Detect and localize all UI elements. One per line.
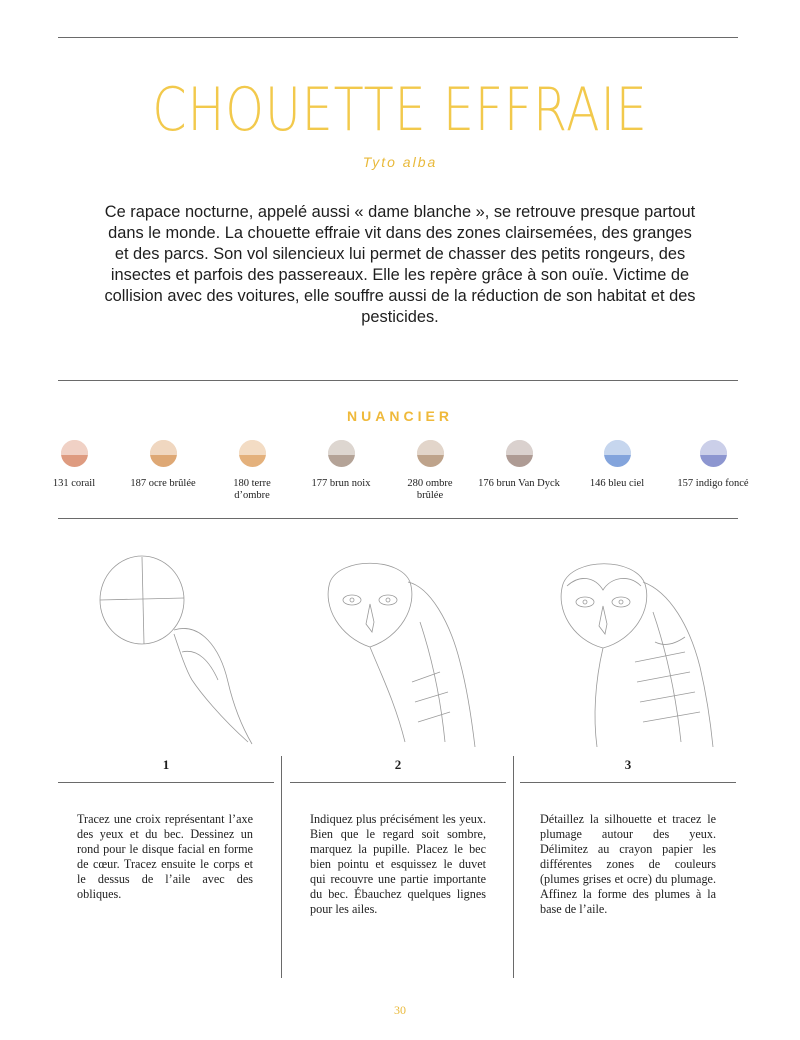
- step-1-rule: [58, 782, 274, 783]
- owl-sketch-step-1: [70, 552, 290, 752]
- top-rule: [58, 37, 738, 38]
- step-3-number: 3: [624, 757, 632, 772]
- swatch-label: 187 ocre brûlée: [130, 478, 196, 489]
- step-3-text: Détaillez la silhouette et tracez le plumage autour des yeux. Délimitez au crayon papier les différentes zones de couleurs (plumes grises et ocre) du plumage. Affinez la forme des plumes à la base de l’aile.: [540, 812, 716, 916]
- swatch-color: [150, 440, 177, 467]
- swatch-color: [417, 440, 444, 467]
- swatch-label: 146 bleu ciel: [589, 478, 645, 489]
- step-2-number: 2: [394, 757, 402, 772]
- step-1-number: 1: [162, 757, 170, 772]
- swatch-palette: [0, 440, 800, 520]
- palette-rule: [58, 518, 738, 519]
- swatch-label: 157 indigo foncé: [677, 478, 749, 489]
- page-title: CHOUETTE EFFRAIE: [152, 75, 648, 145]
- swatch-label: 280 ombre brûlée: [407, 478, 453, 501]
- step-1-text: Tracez une croix représentant l’axe des yeux et du bec. Dessinez un rond pour le disque facial en forme de cœur. Tracez ensuite le corps et le dessus de l’aile avec des obliques.: [77, 812, 253, 901]
- page-number: 30: [394, 1003, 406, 1017]
- swatch-color: [328, 440, 355, 467]
- swatch: [562, 440, 672, 490]
- owl-sketch-step-3: [535, 552, 755, 752]
- swatch-title: NUANCIER: [347, 408, 453, 424]
- column-divider-1: [281, 756, 282, 978]
- swatch-color: [700, 440, 727, 467]
- swatch-color: [506, 440, 533, 467]
- swatch-color: [604, 440, 631, 467]
- swatch: [658, 440, 768, 490]
- swatch-label: 131 corail: [52, 478, 96, 489]
- section-rule: [58, 380, 738, 381]
- step-2-text: Indiquez plus précisément les yeux. Bien que le regard soit sombre, marquez la pupille. Placez le bec bien pointu et esquissez le duvet qui recouvre une partie importante du bec. Ébauchez quelques lignes pour les ailes.: [310, 812, 486, 916]
- swatch-label: 176 brun Van Dyck: [478, 478, 560, 489]
- swatch: [464, 440, 574, 490]
- swatch-color: [61, 440, 88, 467]
- latin-name: Tyto alba: [362, 154, 438, 170]
- swatch-label: 177 brun noix: [311, 478, 371, 489]
- swatch-label: 180 terre d’ombre: [233, 478, 271, 501]
- intro-paragraph: Ce rapace nocturne, appelé aussi « dame blanche », se retrouve presque partout dans le monde. La chouette effraie vit dans des zones clairsemées, des granges et des parcs. Son vol silencieux lui permet de chasser des petits rongeurs, des insectes et parfois des passereaux. Elle les repère grâce à son ouïe. Victime de collision avec des voitures, elle souffre aussi de la réduction de son habitat et des pesticides.: [104, 203, 696, 326]
- column-divider-2: [513, 756, 514, 978]
- step-3-rule: [520, 782, 736, 783]
- owl-sketch-step-2: [300, 552, 520, 752]
- step-2-rule: [290, 782, 506, 783]
- swatch-color: [239, 440, 266, 467]
